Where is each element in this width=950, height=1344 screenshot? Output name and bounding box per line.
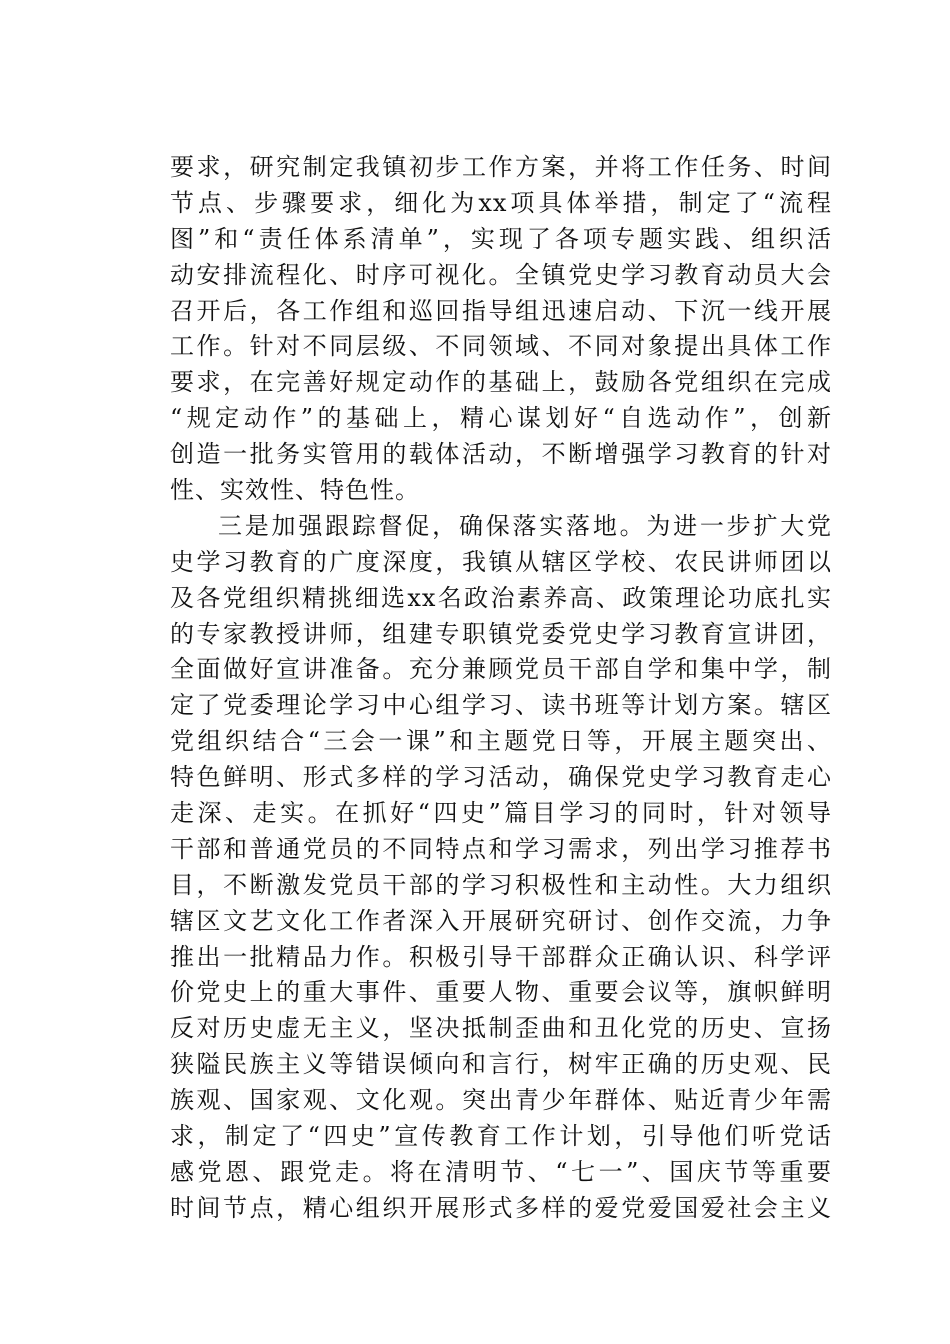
text-line: 辖区文艺文化工作者深入开展研究研讨、创作交流，力争 xyxy=(170,906,832,935)
text-line: 图”和“责任体系清单”，实现了各项专题实践、组织活 xyxy=(170,224,832,253)
text-line: 要求，研究制定我镇初步工作方案，并将工作任务、时间 xyxy=(170,153,832,181)
text-line: 三是加强跟踪督促，确保落实落地。为进一步扩大党 xyxy=(218,511,832,540)
text-line: 及各党组织精挑细选xx名政治素养高、政策理论功底扎实 xyxy=(170,583,832,612)
text-line: 定了党委理论学习中心组学习、读书班等计划方案。辖区 xyxy=(170,691,832,720)
text-line: 节点、步骤要求，细化为xx项具体举措，制定了“流程 xyxy=(170,188,832,217)
text-line: 工作。针对不同层级、不同领域、不同对象提出具体工作 xyxy=(170,332,832,361)
text-line: 的专家教授讲师，组建专职镇党委党史学习教育宣讲团， xyxy=(170,619,832,648)
text-line: 党组织结合“三会一课”和主题党日等，开展主题突出、 xyxy=(170,727,832,756)
text-line: 狭隘民族主义等错误倾向和言行，树牢正确的历史观、民 xyxy=(170,1050,832,1079)
text-line: 反对历史虚无主义，坚决抵制歪曲和丑化党的历史、宣扬 xyxy=(170,1014,832,1043)
text-line: 干部和普通党员的不同特点和学习需求，列出学习推荐书 xyxy=(170,834,832,863)
text-line: 史学习教育的广度深度，我镇从辖区学校、农民讲师团以 xyxy=(170,547,832,576)
text-line: 召开后，各工作组和巡回指导组迅速启动、下沉一线开展 xyxy=(170,296,832,325)
text-line: 感党恩、跟党走。将在清明节、“七一”、国庆节等重要 xyxy=(170,1157,832,1186)
text-line: “规定动作”的基础上，精心谋划好“自选动作”，创新 xyxy=(170,404,832,433)
text-line: 走深、走实。在抓好“四史”篇目学习的同时，针对领导 xyxy=(170,799,832,828)
text-line: 价党史上的重大事件、重要人物、重要会议等，旗帜鲜明 xyxy=(170,978,832,1007)
body-text xyxy=(170,150,832,1227)
text-line: 特色鲜明、形式多样的学习活动，确保党史学习教育走心 xyxy=(170,763,832,792)
text-line: 族观、国家观、文化观。突出青少年群体、贴近青少年需 xyxy=(170,1086,832,1115)
text-line: 要求，在完善好规定动作的基础上，鼓励各党组织在完成 xyxy=(170,368,832,397)
text-line: 创造一批务实管用的载体活动，不断增强学习教育的针对 xyxy=(170,440,832,469)
text-line: 动安排流程化、时序可视化。全镇党史学习教育动员大会 xyxy=(170,260,832,289)
text-line: 求，制定了“四史”宣传教育工作计划，引导他们听党话 xyxy=(170,1122,832,1151)
text-line: 时间节点，精心组织开展形式多样的爱党爱国爱社会主义 xyxy=(170,1193,832,1222)
text-line: 性、实效性、特色性。 xyxy=(170,476,420,505)
text-line: 全面做好宣讲准备。充分兼顾党员干部自学和集中学，制 xyxy=(170,655,832,684)
text-line: 目，不断激发党员干部的学习积极性和主动性。大力组织 xyxy=(170,870,832,899)
text-line: 推出一批精品力作。积极引导干部群众正确认识、科学评 xyxy=(170,942,832,971)
